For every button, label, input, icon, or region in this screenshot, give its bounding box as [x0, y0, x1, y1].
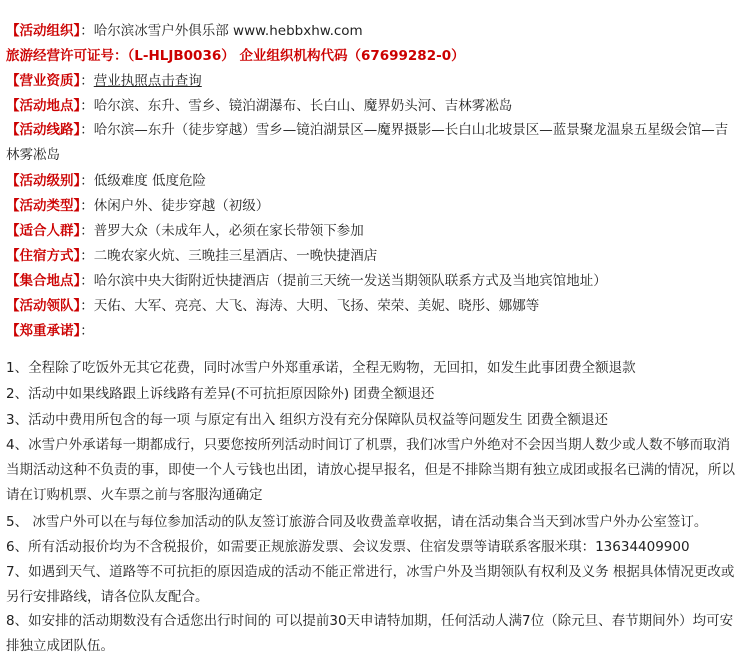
- note-item: 4、冰雪户外承诺每一期都成行，只要您按所列活动时间订了机票，我们冰雪户外绝对不会因当期人数少或人数不够而取消当期活动这种不负责的事，即使一个人亏钱也出团，请放心提早报名，但是不排除当期有独立成团或报名已满的情况，所以请在订购机票、火车票之前与客服沟通确定: [6, 437, 735, 503]
- field-label: 【郑重承诺】: [6, 323, 81, 339]
- field-audience: [6, 221, 364, 241]
- note-item: 5、 冰雪户外可以在与每位参加活动的队友签订旅游合同及收费盖章收据，请在活动集合当天到冰雪户外办公室签订。: [6, 514, 708, 530]
- note-item: 6、所有活动报价均为不含税报价，如需要正规旅游发票、会议发票、住宿发票等请联系客服米琪：13634409900: [6, 539, 690, 555]
- field-value: ：哈尔滨中央大街附近快捷酒店（提前三天统一发送当期领队联系方式及当地宾馆地址）: [80, 273, 607, 289]
- field-leaders: [6, 296, 539, 316]
- field-value: ：休闲户外、徒步穿越（初级）: [80, 198, 270, 214]
- org-value: ：哈尔滨冰雪户外俱乐部 www.hebbxhw.com: [80, 23, 363, 39]
- field-route: [6, 118, 738, 168]
- field-value: ：哈尔滨—东升（徒步穿越）雪乡—镜泊湖景区—魔界摄影—长白山北坡景区—蓝景聚龙温泉五星级会馆—吉林雾凇岛: [6, 122, 729, 163]
- field-label: 【活动领队】: [6, 298, 81, 314]
- license-row: [6, 46, 465, 66]
- field-location: [6, 96, 512, 116]
- field-label: 【住宿方式】: [6, 248, 81, 264]
- org-row: [6, 21, 363, 41]
- field-level: [6, 171, 206, 191]
- field-label: 【适合人群】: [6, 223, 81, 239]
- license-text: 旅游经营许可证号：（L-HLJB0036） 企业组织机构代码（67699282-0）: [6, 48, 465, 64]
- note-item: 1、全程除了吃饭外无其它花费，同时冰雪户外郑重承诺，全程无购物，无回扣，如发生此事团费全额退款: [6, 360, 636, 376]
- license-query-link[interactable]: 营业执照点击查询: [93, 73, 202, 89]
- note-item: 7、如遇到天气、道路等不可抗拒的原因造成的活动不能正常进行，冰雪户外及当期领队有权利及义务 根据具体情况更改或另行安排路线，请各位队友配合。: [6, 564, 735, 605]
- field-value: ：天佑、大军、亮亮、大飞、海涛、大明、飞扬、荣荣、美妮、晓彤、娜娜等: [80, 298, 540, 314]
- note-item: 8、如安排的活动期数没有合适您出行时间的 可以提前30天申请特加期，任何活动人满7位（除元旦、春节期间外）均可安排独立成团队伍。: [6, 613, 734, 654]
- field-value: ：: [80, 323, 94, 339]
- note-item: 2、活动中如果线路跟上诉线路有差异(不可抗拒原因除外) 团费全额退还: [6, 386, 435, 402]
- field-type: [6, 196, 269, 216]
- field-label: 【活动线路】: [6, 122, 81, 138]
- note-item: 3、活动中费用所包含的每一项 与原定有出入 组织方没有充分保障队员权益等问题发生 团费全额退还: [6, 412, 608, 428]
- field-label: 【活动地点】: [6, 98, 81, 114]
- org-label: 【活动组织】: [6, 23, 81, 39]
- field-meeting-point: [6, 271, 607, 291]
- field-label: 【活动级别】: [6, 173, 81, 189]
- field-value: ：哈尔滨、东升、雪乡、镜泊湖瀑布、长白山、魔界奶头河、吉林雾凇岛: [80, 98, 513, 114]
- field-label: 【活动类型】: [6, 198, 81, 214]
- field-value: ：二晚农家火炕、三晚挂三星酒店、一晚快捷酒店: [80, 248, 378, 264]
- field-lodging: [6, 246, 377, 266]
- field-label: 【集合地点】: [6, 273, 81, 289]
- field-qualification: 【营业资质】：营业执照点击查询: [6, 73, 202, 89]
- field-value: ：普罗大众（未成年人，必须在家长带领下参加: [80, 223, 364, 239]
- field-label: 【营业资质】: [6, 73, 81, 89]
- field-value: ：低级难度 低度危险: [80, 173, 207, 189]
- field-promise: [6, 321, 94, 341]
